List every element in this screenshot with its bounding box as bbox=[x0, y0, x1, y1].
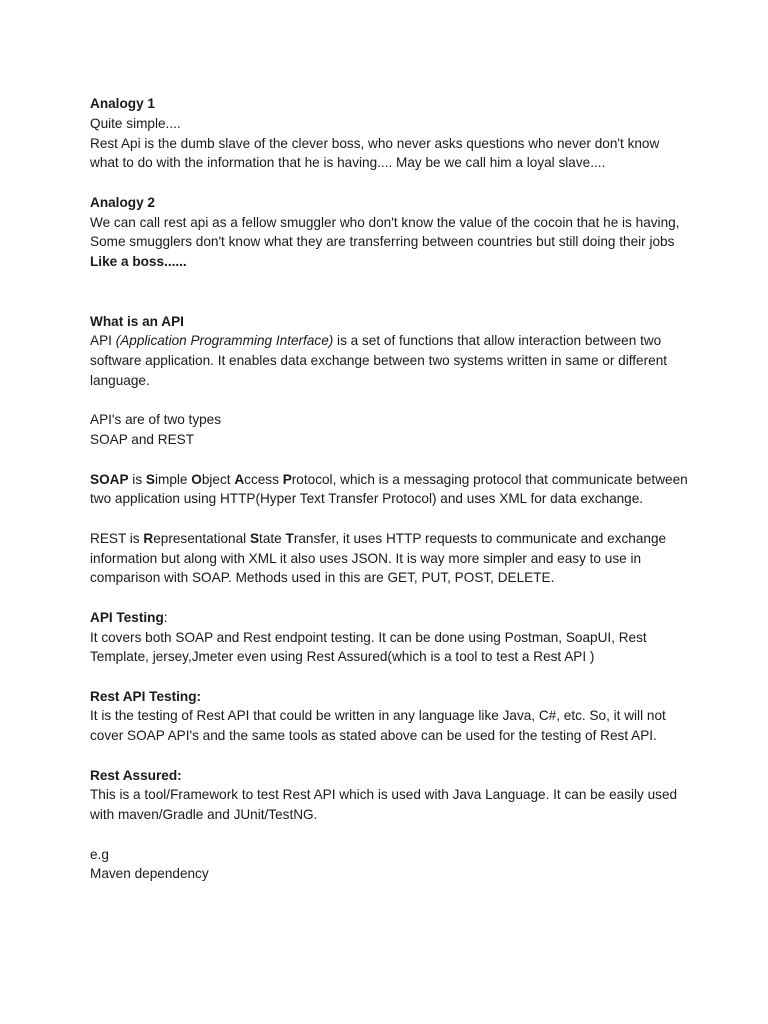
spacer bbox=[90, 825, 690, 845]
spacer bbox=[90, 509, 690, 529]
api-testing-colon: : bbox=[163, 609, 168, 625]
api-definition: is a set of functions that allow interaction between two software application. It enables data exchange between two systems written in same or different language. bbox=[90, 333, 668, 388]
soap-is: is bbox=[128, 471, 146, 487]
soap-term: SOAP bbox=[90, 471, 129, 487]
soap-description: , which is a messaging protocol that communicate between two application using HTTP(Hyper Text Transfer Protocol) and uses XML for data exchange. bbox=[90, 471, 688, 507]
rest-initial-t: T bbox=[285, 530, 294, 546]
api-testing-heading-text: API Testing bbox=[90, 609, 164, 625]
analogy-2-body: We can call rest api as a fellow smuggler who don't know the value of the cocoin that he is having, Some smugglers don't know what they are transferring between countries but still doing their jobs bbox=[90, 214, 680, 250]
api-types-list: SOAP and REST bbox=[90, 432, 195, 448]
document-body bbox=[90, 94, 690, 884]
spacer bbox=[90, 746, 690, 766]
what-is-api-heading-text: What is an API bbox=[90, 313, 184, 329]
analogy-2-heading bbox=[90, 193, 690, 213]
soap-word-object: bject bbox=[201, 471, 235, 487]
rest-assured-heading bbox=[90, 766, 690, 786]
spacer bbox=[90, 391, 690, 411]
rest-assured-text: This is a tool/Framework to test Rest API which is used with Java Language. It can be easily used with maven/Gradle and JUnit/TestNG. bbox=[90, 787, 678, 823]
rest-word-transfer: ransfer bbox=[293, 530, 336, 546]
soap-initial-o: O bbox=[191, 471, 202, 487]
analogy-1-heading bbox=[90, 94, 690, 114]
rest-description: , it uses HTTP requests to communicate and exchange information but along with XML it also uses JSON. It is way more simpler and easy to use in comparison with SOAP. Methods used in this are GET, PUT, POST, DELETE. bbox=[90, 530, 667, 586]
rest-paragraph bbox=[90, 529, 690, 588]
analogy-1-heading-text: Analogy 1 bbox=[90, 96, 155, 111]
analogy-2-bold-tail: Like a boss...... bbox=[90, 254, 187, 270]
api-types-line: API's are of two types bbox=[90, 412, 222, 428]
spacer bbox=[90, 173, 690, 193]
analogy-1-intro: Quite simple.... bbox=[90, 115, 181, 131]
rest-word-representational: epresentational bbox=[153, 530, 250, 546]
analogy-2-text bbox=[90, 213, 690, 272]
spacer bbox=[90, 667, 690, 687]
rest-api-testing-heading bbox=[90, 687, 690, 707]
soap-word-simple: imple bbox=[154, 471, 192, 487]
spacer bbox=[90, 272, 690, 312]
spacer bbox=[90, 588, 690, 608]
soap-word-protocol: rotocol bbox=[291, 471, 333, 487]
soap-initial-a: A bbox=[234, 471, 245, 487]
spacer bbox=[90, 450, 690, 470]
api-prefix: API bbox=[90, 333, 116, 349]
rest-prefix: REST is bbox=[90, 530, 144, 546]
soap-initial-s: S bbox=[145, 471, 155, 487]
what-is-api-text bbox=[90, 331, 690, 390]
api-testing-text: It covers both SOAP and Rest endpoint testing. It can be done using Postman, SoapUI, Rest Template, jersey,Jmeter even using Rest Assured(which is a tool to test a Rest API ) bbox=[90, 629, 647, 665]
api-testing-heading bbox=[90, 608, 690, 628]
rest-api-testing-heading-text: Rest API Testing: bbox=[90, 688, 202, 704]
rest-initial-r: R bbox=[143, 530, 154, 546]
what-is-api-heading bbox=[90, 312, 690, 332]
maven-dependency-label: Maven dependency bbox=[90, 866, 209, 882]
rest-api-testing-text: It is the testing of Rest API that could be written in any language like Java, C#, etc. So, it will not cover SOAP API's and the same tools as stated above can be used for the testing of Rest API. bbox=[90, 708, 666, 744]
analogy-2-heading-text: Analogy 2 bbox=[90, 194, 155, 210]
api-expansion: (Application Programming Interface) bbox=[115, 333, 334, 349]
rest-initial-s: S bbox=[249, 530, 260, 546]
example-label: e.g bbox=[90, 846, 109, 862]
soap-word-access: ccess bbox=[244, 471, 283, 487]
soap-paragraph bbox=[90, 470, 690, 510]
rest-word-state: tate bbox=[259, 530, 286, 546]
analogy-1-text: Rest Api is the dumb slave of the clever boss, who never asks questions who never don't know what to do with the information that he is having.... May be we call him a loyal slave.... bbox=[90, 135, 660, 171]
rest-assured-heading-text: Rest Assured: bbox=[90, 767, 182, 783]
soap-initial-p: P bbox=[282, 471, 292, 487]
